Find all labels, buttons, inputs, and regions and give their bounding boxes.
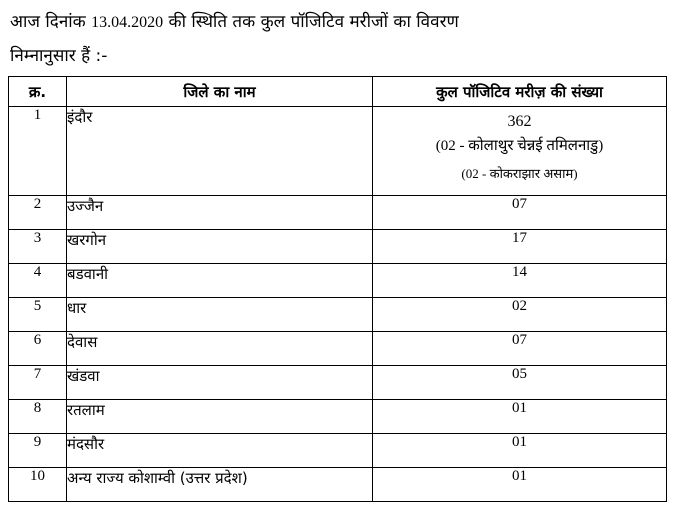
row-count-detail: (02 - कोकराझार असाम) (461, 166, 578, 181)
row-district: खंडवा (67, 366, 373, 400)
row-sno: 3 (9, 230, 67, 264)
row-sno: 10 (9, 468, 67, 502)
row-count: 01 (373, 468, 667, 502)
row-district: बडवानी (67, 264, 373, 298)
row-count: 362 (507, 113, 532, 130)
table-row (9, 332, 667, 366)
row-count: 17 (373, 230, 667, 264)
row-count: 01 (373, 400, 667, 434)
row-sno: 4 (9, 264, 67, 298)
row-count: 07 (373, 196, 667, 230)
title-date: 13.04.2020 (91, 14, 164, 31)
row-sno: 1 (9, 107, 67, 196)
row-count: 02 (373, 298, 667, 332)
title-suffix: की स्थिति तक कुल पॉजिटिव मरीजों का विवरण (163, 12, 459, 32)
row-count-cell (373, 107, 667, 196)
document-title (10, 12, 459, 33)
row-district: उज्जैन (67, 196, 373, 230)
table-row (9, 366, 667, 400)
row-district: अन्य राज्य कोशाम्वी (उत्तर प्रदेश) (67, 468, 373, 502)
title-prefix: आज दिनांक (10, 12, 92, 32)
row-district: खरगोन (67, 230, 373, 264)
row-count: 07 (373, 332, 667, 366)
row-sno: 8 (9, 400, 67, 434)
row-sno: 2 (9, 196, 67, 230)
row-sno: 5 (9, 298, 67, 332)
row-sno: 6 (9, 332, 67, 366)
row-district: मंदसौर (67, 434, 373, 468)
row-sno: 7 (9, 366, 67, 400)
table-row (9, 298, 667, 332)
row-district: रतलाम (67, 400, 373, 434)
column-header-sno: क्र. (9, 77, 67, 107)
column-header-count: कुल पॉजिटिव मरीज़ की संख्या (373, 77, 667, 107)
document-subtitle: निम्नानुसार हैं :- (10, 46, 108, 66)
row-sno: 9 (9, 434, 67, 468)
table-row (9, 107, 667, 196)
row-count: 01 (373, 434, 667, 468)
table-row (9, 196, 667, 230)
table-row (9, 434, 667, 468)
table-header-row (9, 77, 667, 107)
row-district: धार (67, 298, 373, 332)
row-count: 05 (373, 366, 667, 400)
table-row (9, 400, 667, 434)
row-count: 14 (373, 264, 667, 298)
table-row (9, 264, 667, 298)
row-district: देवास (67, 332, 373, 366)
column-header-district: जिले का नाम (67, 77, 373, 107)
table-row (9, 468, 667, 502)
table-row (9, 230, 667, 264)
positive-patients-table (8, 76, 667, 502)
row-district: इंदौर (67, 107, 373, 196)
row-count-detail: (02 - कोलाथुर चेन्नई तमिलनाडु) (435, 138, 604, 154)
